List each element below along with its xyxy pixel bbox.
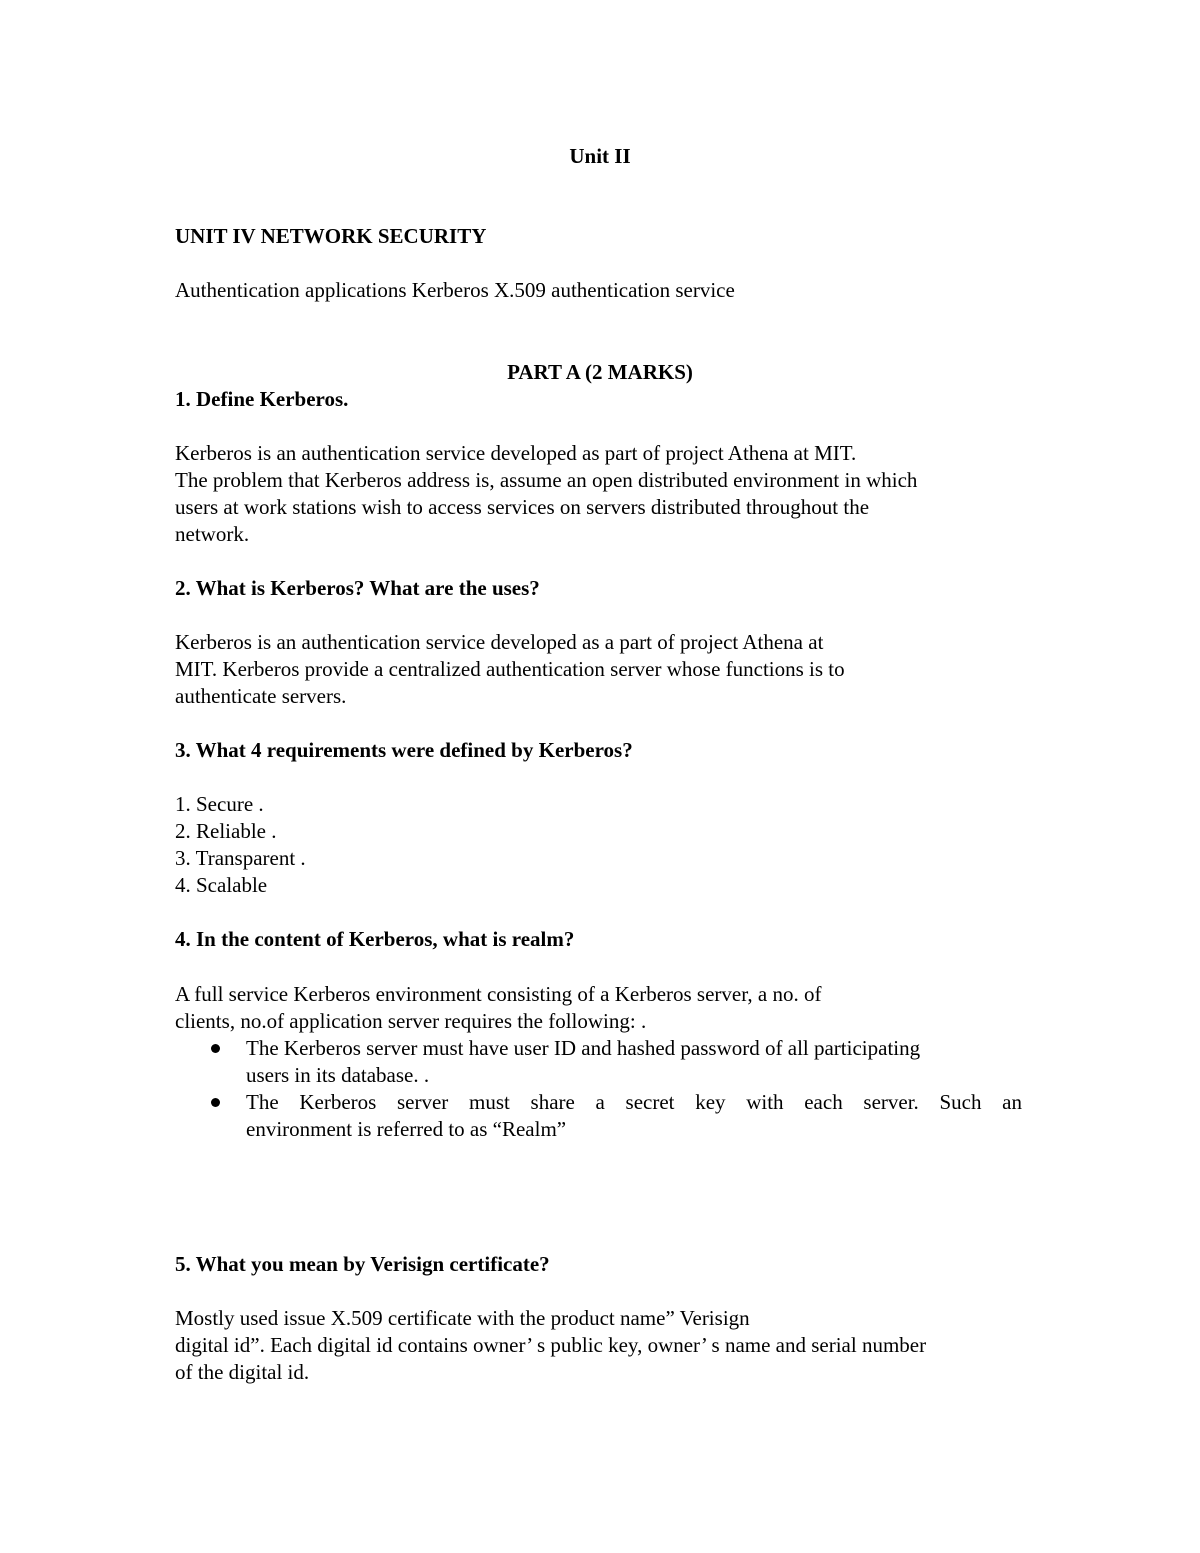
- question-5: 5. What you mean by Verisign certificate?: [175, 1252, 550, 1276]
- requirement-item-2: 2. Reliable .: [175, 819, 277, 843]
- bullet-icon: [211, 1044, 220, 1053]
- answer-1-line-3: users at work stations wish to access services on servers distributed throughout the: [175, 495, 870, 519]
- answer-2-line-2: MIT. Kerberos provide a centralized authentication server whose functions is to: [175, 657, 845, 681]
- requirement-item-3: 3. Transparent .: [175, 846, 306, 870]
- bullet-2-line-1: The Kerberos server must share a secret key with each server. Such an: [246, 1090, 1022, 1114]
- answer-4-line-1: A full service Kerberos environment consisting of a Kerberos server, a no. of: [175, 982, 822, 1006]
- answer-2-line-3: authenticate servers.: [175, 684, 347, 708]
- bullet-2-line-2: environment is referred to as “Realm”: [246, 1117, 567, 1141]
- requirement-item-1: 1. Secure .: [175, 792, 264, 816]
- answer-2-line-1: Kerberos is an authentication service developed as a part of project Athena at: [175, 630, 824, 654]
- question-2: 2. What is Kerberos? What are the uses?: [175, 576, 540, 600]
- answer-5-line-2: digital id”. Each digital id contains owner’ s public key, owner’ s name and serial number: [175, 1333, 927, 1357]
- answer-1-line-4: network.: [175, 522, 250, 546]
- part-heading: PART A (2 MARKS): [507, 360, 693, 384]
- bullet-1-line-2: users in its database. .: [246, 1063, 430, 1087]
- answer-5-line-1: Mostly used issue X.509 certificate with the product name” Verisign: [175, 1306, 750, 1330]
- syllabus-line: Authentication applications Kerberos X.509 authentication service: [175, 278, 735, 302]
- requirement-item-4: 4. Scalable: [175, 873, 268, 897]
- bullet-1-line-1: The Kerberos server must have user ID and hashed password of all participating: [246, 1036, 921, 1060]
- answer-5-line-3: of the digital id.: [175, 1360, 310, 1384]
- answer-4-line-2: clients, no.of application server requires the following: .: [175, 1009, 647, 1033]
- answer-1-line-2: The problem that Kerberos address is, assume an open distributed environment in which: [175, 468, 918, 492]
- answer-1-line-1: Kerberos is an authentication service developed as part of project Athena at MIT.: [175, 441, 857, 465]
- bullet-icon: [211, 1098, 220, 1107]
- unit-title: Unit II: [569, 144, 631, 168]
- unit-heading: UNIT IV NETWORK SECURITY: [175, 224, 487, 248]
- question-3: 3. What 4 requirements were defined by Kerberos?: [175, 738, 633, 762]
- question-1: 1. Define Kerberos.: [175, 387, 349, 411]
- question-4: 4. In the content of Kerberos, what is realm?: [175, 927, 575, 951]
